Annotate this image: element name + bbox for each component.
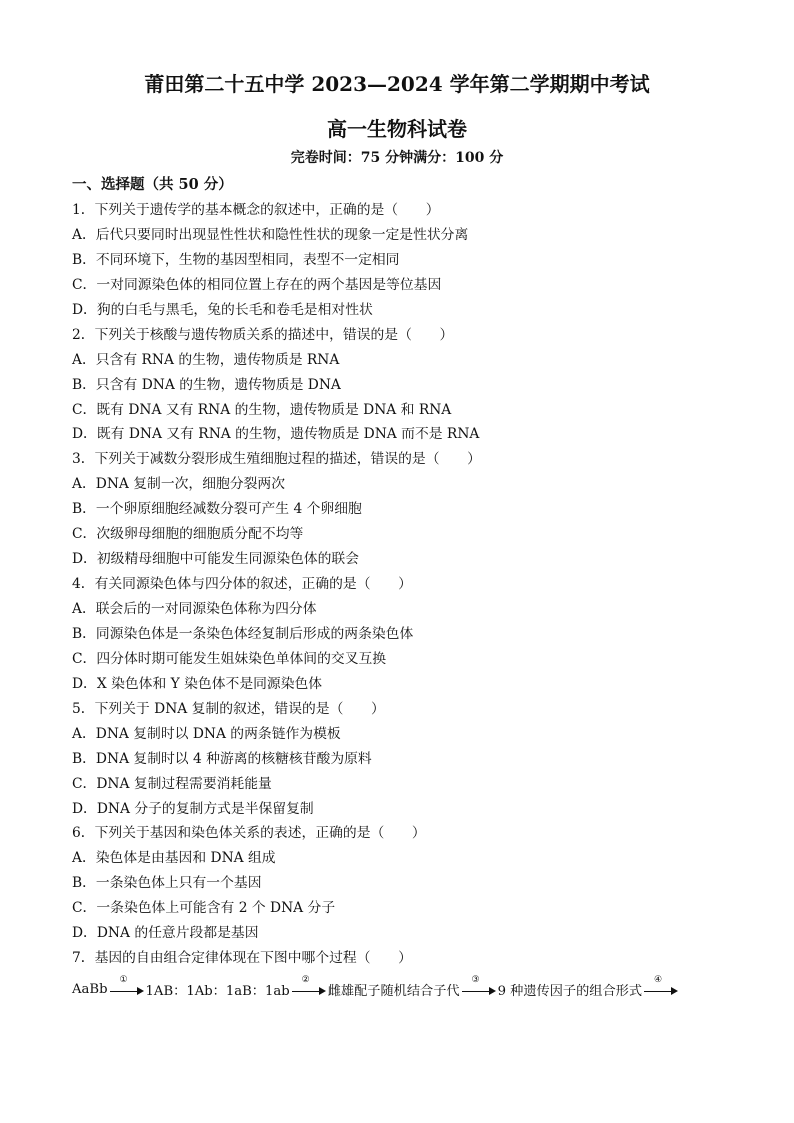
question-stem: 7．基因的自由组合定律体现在下图中哪个过程（ ） (72, 950, 412, 967)
section-title: 一、选择题（共 50 分） (72, 176, 233, 193)
flow-node: 雌雄配子随机结合子代 (327, 984, 460, 999)
answer-option: D．DNA 分子的复制方式是半保留复制 (72, 800, 314, 817)
answer-option: D．既有 DNA 又有 RNA 的生物，遗传物质是 DNA 而不是 RNA (72, 426, 480, 443)
answer-option: C．四分体时期可能发生姐妹染色单体间的交叉互换 (72, 650, 387, 667)
step-number: ② (301, 974, 310, 985)
arrow-icon (462, 974, 496, 997)
arrow-icon (292, 974, 326, 997)
question-stem: 3．下列关于减数分裂形成生殖细胞过程的描述，错误的是（ ） (72, 451, 481, 468)
question-stem: 4．有关同源染色体与四分体的叙述，正确的是（ ） (72, 576, 412, 593)
answer-option: A．染色体是由基因和 DNA 组成 (72, 850, 276, 867)
exam-title: 莆田第二十五中学 2023—2024 学年第二学期期中考试 (144, 72, 650, 96)
answer-option: D．X 染色体和 Y 染色体不是同源染色体 (72, 675, 323, 692)
flow-node: 1AB：1Ab：1aB：1ab (145, 984, 290, 999)
answer-option: B．不同环境下，生物的基因型相同，表型不一定相同 (72, 251, 400, 268)
question-stem: 5．下列关于 DNA 复制的叙述，错误的是（ ） (72, 700, 385, 717)
answer-option: A．后代只要同时出现显性性状和隐性性状的现象一定是性状分离 (72, 226, 469, 243)
answer-option: D．初级精母细胞中可能发生同源染色体的联会 (72, 551, 359, 568)
answer-option: C．DNA 复制过程需要消耗能量 (72, 775, 272, 792)
step-number: ④ (654, 974, 663, 985)
answer-option: C．一对同源染色体的相同位置上存在的两个基因是等位基因 (72, 276, 442, 293)
flow-diagram (72, 974, 680, 999)
answer-option: B．一条染色体上只有一个基因 (72, 875, 262, 892)
answer-option: D．DNA 的任意片段都是基因 (72, 925, 259, 942)
question-stem: 1．下列关于遗传学的基本概念的叙述中，正确的是（ ） (72, 202, 440, 218)
question-list (72, 198, 722, 971)
answer-option: A．只含有 RNA 的生物，遗传物质是 RNA (72, 351, 340, 368)
question-stem: 2．下列关于核酸与遗传物质关系的描述中，错误的是（ ） (72, 326, 454, 343)
answer-option: B．同源染色体是一条染色体经复制后形成的两条染色体 (72, 625, 414, 642)
answer-option: C．次级卵母细胞的细胞质分配不均等 (72, 526, 304, 543)
answer-option: B．只含有 DNA 的生物，遗传物质是 DNA (72, 376, 341, 393)
exam-subtitle: 高一生物科试卷 (327, 117, 467, 141)
answer-option: A．DNA 复制一次，细胞分裂两次 (72, 476, 286, 493)
answer-option: A．联会后的一对同源染色体称为四分体 (72, 601, 317, 617)
exam-info: 完卷时间：75 分钟满分：100 分 (290, 150, 504, 166)
arrow-icon (644, 974, 678, 997)
flow-node: 9 种遗传因子的组合形式 (497, 984, 643, 999)
answer-option: A．DNA 复制时以 DNA 的两条链作为模板 (72, 725, 341, 742)
answer-option: D．狗的白毛与黑毛，兔的长毛和卷毛是相对性状 (72, 301, 373, 318)
arrow-icon (110, 974, 144, 997)
answer-option: C．一条染色体上可能含有 2 个 DNA 分子 (72, 900, 336, 917)
answer-option: C．既有 DNA 又有 RNA 的生物，遗传物质是 DNA 和 RNA (72, 401, 452, 418)
answer-option: B．DNA 复制时以 4 种游离的核糖核苷酸为原料 (72, 750, 372, 767)
question-stem: 6．下列关于基因和染色体关系的表述，正确的是（ ） (72, 825, 426, 842)
flow-node: AaBb (72, 982, 108, 997)
answer-option: B．一个卵原细胞经减数分裂可产生 4 个卵细胞 (72, 501, 362, 518)
step-number: ① (119, 974, 128, 985)
step-number: ③ (471, 974, 480, 985)
